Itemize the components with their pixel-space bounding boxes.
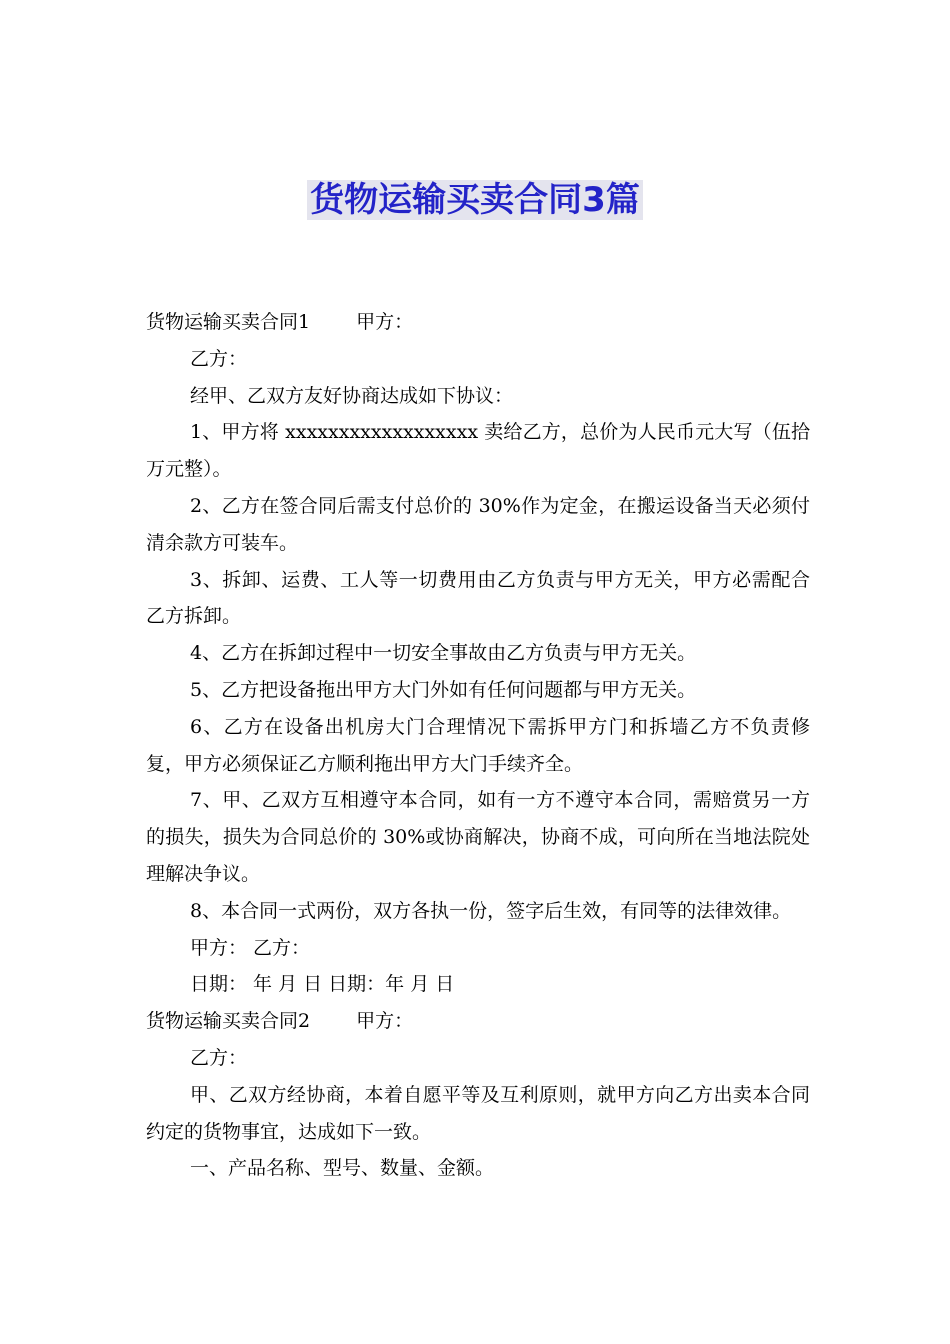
document-body <box>146 304 810 1187</box>
contract-2-party-b: 乙方： <box>190 1046 248 1069</box>
contract-1-clause-4: 4、乙方在拆卸过程中一切安全事故由乙方负责与甲方无关。 <box>190 642 697 665</box>
contract-1-clause-8: 8、本合同一式两份，双方各执一份，签字后生效，有同等的法律效律。 <box>190 899 792 922</box>
contract-1-clause-6: 6、乙方在设备出机房大门合理情况下需拆甲方门和拆墙乙方不负责修复，甲方必须保证乙方顺利拖出甲方大门手续齐全。 <box>146 715 810 775</box>
contract-2-section-1: 一、产品名称、型号、数量、金额。 <box>190 1157 495 1180</box>
contract-2-heading: 货物运输买卖合同2 <box>146 1010 311 1033</box>
contract-1-clause-2: 2、乙方在签合同后需支付总价的 30%作为定金，在搬运设备当天必须付清余款方可装车。 <box>146 494 810 554</box>
document-title-text: 货物运输买卖合同3篇 <box>307 180 643 220</box>
contract-1-clause-7: 7、甲、乙双方互相遵守本合同，如有一方不遵守本合同，需赔赏另一方的损失，损失为合同总价的 30%或协商解决，协商不成，可向所在当地法院处理解决争议。 <box>146 789 810 885</box>
contract-1-clause-1: 1、甲方将 xxxxxxxxxxxxxxxxxx 卖给乙方，总价为人民币元大写（伍拾万元整）。 <box>146 421 810 481</box>
contract-1-clause-5: 5、乙方把设备拖出甲方大门外如有任何问题都与甲方无关。 <box>190 678 697 701</box>
contract-1-party-b: 乙方： <box>190 347 248 370</box>
contract-1-dates: 日期： 年 月 日 日期：年 月 日 <box>190 973 455 996</box>
contract-1-heading-row <box>146 304 810 341</box>
contract-1-clause-3: 3、拆卸、运费、工人等一切费用由乙方负责与甲方无关，甲方必需配合乙方拆卸。 <box>146 568 810 628</box>
contract-2-party-a: 甲方： <box>356 1010 414 1033</box>
document-title <box>0 176 950 224</box>
contract-2-heading-row <box>146 1003 810 1040</box>
contract-2-intro: 甲、乙双方经协商，本着自愿平等及互利原则，就甲方向乙方出卖本合同约定的货物事宜，达成如下一致。 <box>146 1083 810 1143</box>
contract-1-party-a: 甲方： <box>356 311 414 333</box>
contract-1-signatures: 甲方： 乙方： <box>190 936 311 959</box>
contract-1-heading: 货物运输买卖合同1 <box>146 311 311 333</box>
contract-1-intro: 经甲、乙双方友好协商达成如下协议： <box>190 384 514 407</box>
